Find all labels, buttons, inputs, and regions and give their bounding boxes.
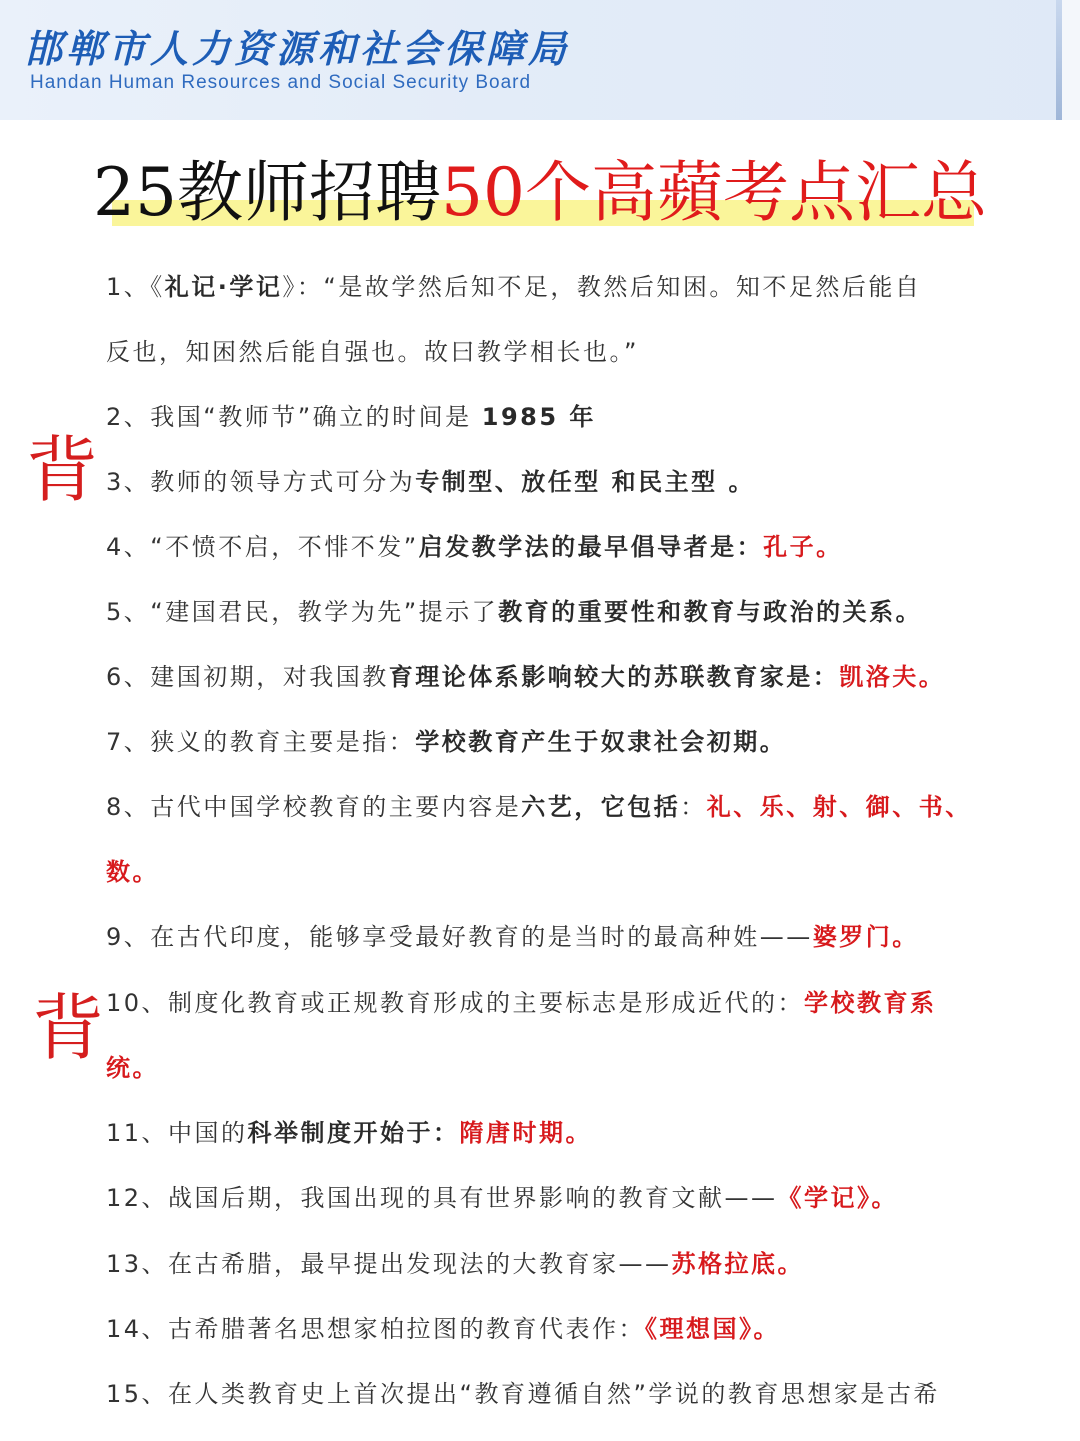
item-text: 15、在人类教育史上首次提出“教育遵循自然”学说的教育思想家是古希 bbox=[106, 1380, 940, 1408]
list-item-6 bbox=[106, 659, 945, 695]
title-part-red: 50个高蘋考点汇总 bbox=[441, 154, 987, 231]
item-text: 》：“是故学然后知不足，教然后知困。知不足然后能自 bbox=[282, 273, 922, 301]
list-item-10-cont bbox=[106, 1050, 159, 1086]
item-text: 6、建国初期，对我国教 bbox=[106, 663, 389, 691]
item-answer: 礼、乐、射、御、书、 bbox=[706, 793, 972, 821]
item-text: 13、在古希腊，最早提出发现法的大教育家—— bbox=[106, 1250, 672, 1278]
item-text: 9、在古代印度，能够享受最好教育的是当时的最高种姓—— bbox=[106, 923, 813, 951]
list-item-10 bbox=[106, 985, 937, 1021]
list-item-3 bbox=[106, 464, 755, 500]
org-name-en: Handan Human Resources and Social Security Board bbox=[30, 72, 532, 93]
list-item-4 bbox=[106, 529, 843, 565]
item-text: 4、“不愤不启，不悱不发” bbox=[106, 533, 419, 561]
item-answer: 统。 bbox=[106, 1054, 159, 1082]
list-item-12 bbox=[106, 1180, 898, 1216]
item-bold: 科举制度开始于： bbox=[247, 1119, 460, 1147]
item-text: 10、制度化教育或正规教育形成的主要标志是形成近代的： bbox=[106, 989, 805, 1017]
item-answer: 孔子。 bbox=[763, 533, 843, 561]
org-name-cn: 邯郸市人力资源和社会保障局 bbox=[24, 26, 571, 71]
item-text: 14、古希腊著名思想家柏拉图的教育代表作： bbox=[106, 1315, 646, 1343]
side-mark-1: 背 bbox=[26, 428, 99, 512]
list-item-1-cont bbox=[106, 334, 639, 370]
list-item-1 bbox=[106, 269, 921, 305]
list-item-7 bbox=[106, 724, 786, 760]
item-answer: 婆罗门。 bbox=[812, 923, 919, 951]
item-text: 5、“建国君民，教学为先”提示了 bbox=[106, 598, 499, 626]
header-edge-bar bbox=[1056, 0, 1062, 120]
item-bold: 专制型、放任型 和民主型 。 bbox=[415, 468, 755, 496]
item-bold: 育理论体系影响较大的苏联教育家是： bbox=[388, 663, 840, 691]
header-edge bbox=[1062, 0, 1080, 120]
item-bold: 教育的重要性和教育与政治的关系。 bbox=[498, 598, 923, 626]
list-item-8-cont bbox=[106, 854, 159, 890]
item-text: 12、战国后期，我国出现的具有世界影响的教育文献—— bbox=[106, 1184, 778, 1212]
item-text: 3、教师的领导方式可分为 bbox=[106, 468, 416, 496]
page-title bbox=[0, 148, 1080, 238]
list-item-2 bbox=[106, 399, 596, 435]
side-mark-2: 背 bbox=[32, 986, 105, 1070]
list-item-13 bbox=[106, 1246, 804, 1282]
item-text: 7、狭义的教育主要是指： bbox=[106, 728, 416, 756]
item-answer: 隋唐时期。 bbox=[459, 1119, 593, 1147]
item-bold: 礼记·学记 bbox=[164, 273, 283, 301]
header-banner bbox=[0, 0, 1080, 120]
item-answer: 苏格拉底。 bbox=[671, 1250, 805, 1278]
item-text: 2、我国“教师节”确立的时间是 bbox=[106, 403, 482, 431]
title-part-black: 25教师招聘 bbox=[93, 154, 441, 231]
item-bold: 1985 年 bbox=[481, 403, 596, 431]
item-answer: 数。 bbox=[106, 858, 159, 886]
list-item-8 bbox=[106, 789, 972, 825]
item-text: 1、《 bbox=[106, 273, 165, 301]
list-item-5 bbox=[106, 594, 922, 630]
list-item-9 bbox=[106, 919, 919, 955]
list-item-15 bbox=[106, 1376, 940, 1412]
item-text: 8、古代中国学校教育的主要内容是 bbox=[106, 793, 522, 821]
item-answer: 学校教育系 bbox=[804, 989, 937, 1017]
item-bold: 学校教育产生于奴隶社会初期。 bbox=[415, 728, 787, 756]
item-answer: 《学记》。 bbox=[777, 1184, 899, 1212]
item-text: 11、中国的 bbox=[106, 1119, 248, 1147]
item-answer: 《理想国》。 bbox=[645, 1315, 781, 1343]
list-item-11 bbox=[106, 1115, 592, 1151]
item-bold: 六艺，它包括 bbox=[521, 793, 681, 821]
list-item-14 bbox=[106, 1311, 780, 1347]
item-bold: 启发教学法的最早倡导者是： bbox=[418, 533, 764, 561]
item-answer: 凯洛夫。 bbox=[839, 663, 946, 691]
item-text: 反也，知困然后能自强也。故曰教学相长也。” bbox=[106, 338, 639, 366]
item-text: ： bbox=[680, 793, 707, 821]
